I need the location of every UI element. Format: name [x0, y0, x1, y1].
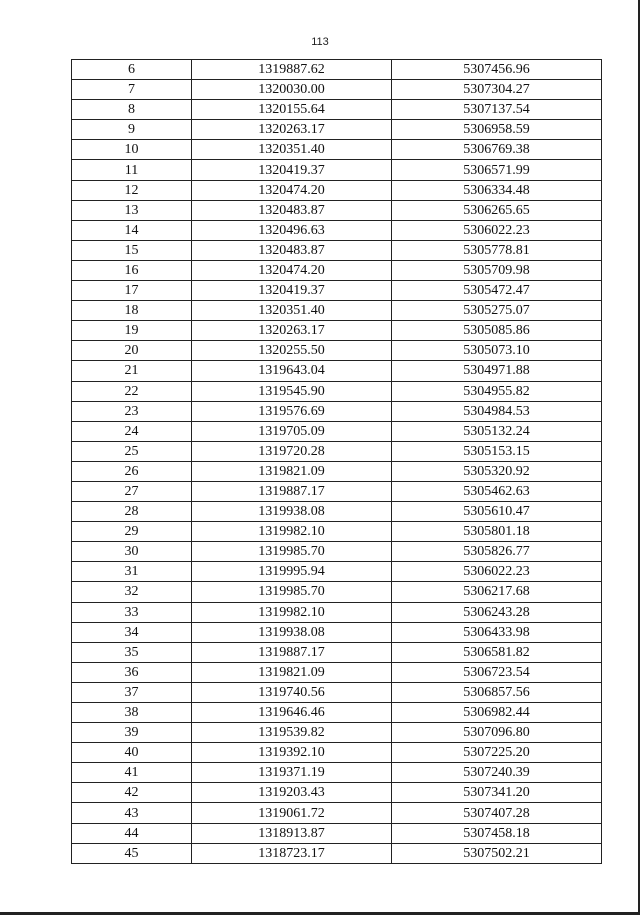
x-coordinate-cell: 1319821.09 — [192, 662, 392, 682]
y-coordinate-cell: 5304955.82 — [392, 381, 602, 401]
y-coordinate-cell: 5305472.47 — [392, 281, 602, 301]
point-number-cell: 38 — [72, 703, 192, 723]
point-number-cell: 33 — [72, 602, 192, 622]
y-coordinate-cell: 5305320.92 — [392, 461, 602, 481]
y-coordinate-cell: 5306334.48 — [392, 180, 602, 200]
y-coordinate-cell: 5304971.88 — [392, 361, 602, 381]
x-coordinate-cell: 1319720.28 — [192, 441, 392, 461]
x-coordinate-cell: 1320351.40 — [192, 301, 392, 321]
table-row — [72, 341, 602, 361]
x-coordinate-cell: 1318723.17 — [192, 843, 392, 863]
y-coordinate-cell: 5305085.86 — [392, 321, 602, 341]
table-row — [72, 582, 602, 602]
point-number-cell: 24 — [72, 421, 192, 441]
point-number-cell: 8 — [72, 100, 192, 120]
table-row — [72, 281, 602, 301]
x-coordinate-cell: 1319392.10 — [192, 743, 392, 763]
x-coordinate-cell: 1320474.20 — [192, 260, 392, 280]
y-coordinate-cell: 5306769.38 — [392, 140, 602, 160]
y-coordinate-cell: 5305132.24 — [392, 421, 602, 441]
table-row — [72, 823, 602, 843]
table-row — [72, 80, 602, 100]
x-coordinate-cell: 1319371.19 — [192, 763, 392, 783]
table-row — [72, 240, 602, 260]
x-coordinate-cell: 1320474.20 — [192, 180, 392, 200]
point-number-cell: 23 — [72, 401, 192, 421]
y-coordinate-cell: 5306265.65 — [392, 200, 602, 220]
point-number-cell: 31 — [72, 562, 192, 582]
x-coordinate-cell: 1320419.37 — [192, 160, 392, 180]
x-coordinate-cell: 1320483.87 — [192, 200, 392, 220]
table-row — [72, 461, 602, 481]
x-coordinate-cell: 1320419.37 — [192, 281, 392, 301]
x-coordinate-cell: 1319061.72 — [192, 803, 392, 823]
table-row — [72, 743, 602, 763]
table-row — [72, 180, 602, 200]
y-coordinate-cell: 5307137.54 — [392, 100, 602, 120]
point-number-cell: 25 — [72, 441, 192, 461]
table-row — [72, 220, 602, 240]
table-row — [72, 301, 602, 321]
table-row — [72, 662, 602, 682]
table-row — [72, 682, 602, 702]
point-number-cell: 28 — [72, 502, 192, 522]
point-number-cell: 17 — [72, 281, 192, 301]
table-row — [72, 481, 602, 501]
y-coordinate-cell: 5305462.63 — [392, 481, 602, 501]
point-number-cell: 18 — [72, 301, 192, 321]
table-row — [72, 401, 602, 421]
y-coordinate-cell: 5306958.59 — [392, 120, 602, 140]
table-row — [72, 200, 602, 220]
x-coordinate-cell: 1319643.04 — [192, 361, 392, 381]
table-row — [72, 602, 602, 622]
table-row — [72, 622, 602, 642]
x-coordinate-cell: 1320263.17 — [192, 120, 392, 140]
point-number-cell: 39 — [72, 723, 192, 743]
x-coordinate-cell: 1319938.08 — [192, 502, 392, 522]
y-coordinate-cell: 5307225.20 — [392, 743, 602, 763]
point-number-cell: 30 — [72, 542, 192, 562]
y-coordinate-cell: 5307407.28 — [392, 803, 602, 823]
table-row — [72, 502, 602, 522]
table-row — [72, 803, 602, 823]
table-row — [72, 522, 602, 542]
point-number-cell: 43 — [72, 803, 192, 823]
table-row — [72, 642, 602, 662]
y-coordinate-cell: 5307341.20 — [392, 783, 602, 803]
point-number-cell: 11 — [72, 160, 192, 180]
point-number-cell: 9 — [72, 120, 192, 140]
point-number-cell: 16 — [72, 260, 192, 280]
x-coordinate-cell: 1320483.87 — [192, 240, 392, 260]
y-coordinate-cell: 5305610.47 — [392, 502, 602, 522]
y-coordinate-cell: 5307304.27 — [392, 80, 602, 100]
y-coordinate-cell: 5305826.77 — [392, 542, 602, 562]
y-coordinate-cell: 5306022.23 — [392, 562, 602, 582]
point-number-cell: 36 — [72, 662, 192, 682]
point-number-cell: 35 — [72, 642, 192, 662]
x-coordinate-cell: 1319576.69 — [192, 401, 392, 421]
table-row — [72, 60, 602, 80]
x-coordinate-cell: 1319740.56 — [192, 682, 392, 702]
point-number-cell: 21 — [72, 361, 192, 381]
x-coordinate-cell: 1320155.64 — [192, 100, 392, 120]
x-coordinate-cell: 1319887.62 — [192, 60, 392, 80]
y-coordinate-cell: 5307458.18 — [392, 823, 602, 843]
point-number-cell: 45 — [72, 843, 192, 863]
y-coordinate-cell: 5305778.81 — [392, 240, 602, 260]
y-coordinate-cell: 5305275.07 — [392, 301, 602, 321]
table-row — [72, 421, 602, 441]
table-row — [72, 100, 602, 120]
coordinates-table — [71, 59, 602, 864]
point-number-cell: 44 — [72, 823, 192, 843]
x-coordinate-cell: 1319705.09 — [192, 421, 392, 441]
point-number-cell: 15 — [72, 240, 192, 260]
x-coordinate-cell: 1320030.00 — [192, 80, 392, 100]
y-coordinate-cell: 5306857.56 — [392, 682, 602, 702]
x-coordinate-cell: 1320496.63 — [192, 220, 392, 240]
y-coordinate-cell: 5306982.44 — [392, 703, 602, 723]
x-coordinate-cell: 1319887.17 — [192, 642, 392, 662]
table-row — [72, 703, 602, 723]
y-coordinate-cell: 5305801.18 — [392, 522, 602, 542]
point-number-cell: 20 — [72, 341, 192, 361]
y-coordinate-cell: 5306433.98 — [392, 622, 602, 642]
x-coordinate-cell: 1319938.08 — [192, 622, 392, 642]
table-row — [72, 120, 602, 140]
point-number-cell: 42 — [72, 783, 192, 803]
point-number-cell: 19 — [72, 321, 192, 341]
y-coordinate-cell: 5305153.15 — [392, 441, 602, 461]
y-coordinate-cell: 5306723.54 — [392, 662, 602, 682]
point-number-cell: 12 — [72, 180, 192, 200]
x-coordinate-cell: 1319821.09 — [192, 461, 392, 481]
table-row — [72, 321, 602, 341]
x-coordinate-cell: 1319203.43 — [192, 783, 392, 803]
table-row — [72, 562, 602, 582]
point-number-cell: 10 — [72, 140, 192, 160]
point-number-cell: 32 — [72, 582, 192, 602]
point-number-cell: 13 — [72, 200, 192, 220]
point-number-cell: 41 — [72, 763, 192, 783]
table-row — [72, 843, 602, 863]
y-coordinate-cell: 5307096.80 — [392, 723, 602, 743]
y-coordinate-cell: 5304984.53 — [392, 401, 602, 421]
point-number-cell: 34 — [72, 622, 192, 642]
table-row — [72, 441, 602, 461]
x-coordinate-cell: 1319545.90 — [192, 381, 392, 401]
coordinates-table-body — [72, 60, 602, 864]
y-coordinate-cell: 5306022.23 — [392, 220, 602, 240]
table-row — [72, 260, 602, 280]
x-coordinate-cell: 1319539.82 — [192, 723, 392, 743]
x-coordinate-cell: 1320351.40 — [192, 140, 392, 160]
y-coordinate-cell: 5307456.96 — [392, 60, 602, 80]
table-row — [72, 783, 602, 803]
x-coordinate-cell: 1319995.94 — [192, 562, 392, 582]
y-coordinate-cell: 5306571.99 — [392, 160, 602, 180]
table-row — [72, 763, 602, 783]
y-coordinate-cell: 5305709.98 — [392, 260, 602, 280]
point-number-cell: 40 — [72, 743, 192, 763]
y-coordinate-cell: 5307502.21 — [392, 843, 602, 863]
point-number-cell: 27 — [72, 481, 192, 501]
x-coordinate-cell: 1319982.10 — [192, 602, 392, 622]
point-number-cell: 6 — [72, 60, 192, 80]
table-row — [72, 542, 602, 562]
x-coordinate-cell: 1319985.70 — [192, 542, 392, 562]
point-number-cell: 14 — [72, 220, 192, 240]
x-coordinate-cell: 1319646.46 — [192, 703, 392, 723]
point-number-cell: 7 — [72, 80, 192, 100]
table-row — [72, 140, 602, 160]
y-coordinate-cell: 5306243.28 — [392, 602, 602, 622]
x-coordinate-cell: 1318913.87 — [192, 823, 392, 843]
y-coordinate-cell: 5306217.68 — [392, 582, 602, 602]
y-coordinate-cell: 5305073.10 — [392, 341, 602, 361]
x-coordinate-cell: 1319887.17 — [192, 481, 392, 501]
x-coordinate-cell: 1320255.50 — [192, 341, 392, 361]
point-number-cell: 22 — [72, 381, 192, 401]
y-coordinate-cell: 5306581.82 — [392, 642, 602, 662]
table-row — [72, 361, 602, 381]
y-coordinate-cell: 5307240.39 — [392, 763, 602, 783]
table-row — [72, 160, 602, 180]
table-row — [72, 723, 602, 743]
page-number: 113 — [311, 36, 329, 48]
point-number-cell: 37 — [72, 682, 192, 702]
x-coordinate-cell: 1320263.17 — [192, 321, 392, 341]
table-row — [72, 381, 602, 401]
x-coordinate-cell: 1319982.10 — [192, 522, 392, 542]
x-coordinate-cell: 1319985.70 — [192, 582, 392, 602]
point-number-cell: 26 — [72, 461, 192, 481]
point-number-cell: 29 — [72, 522, 192, 542]
